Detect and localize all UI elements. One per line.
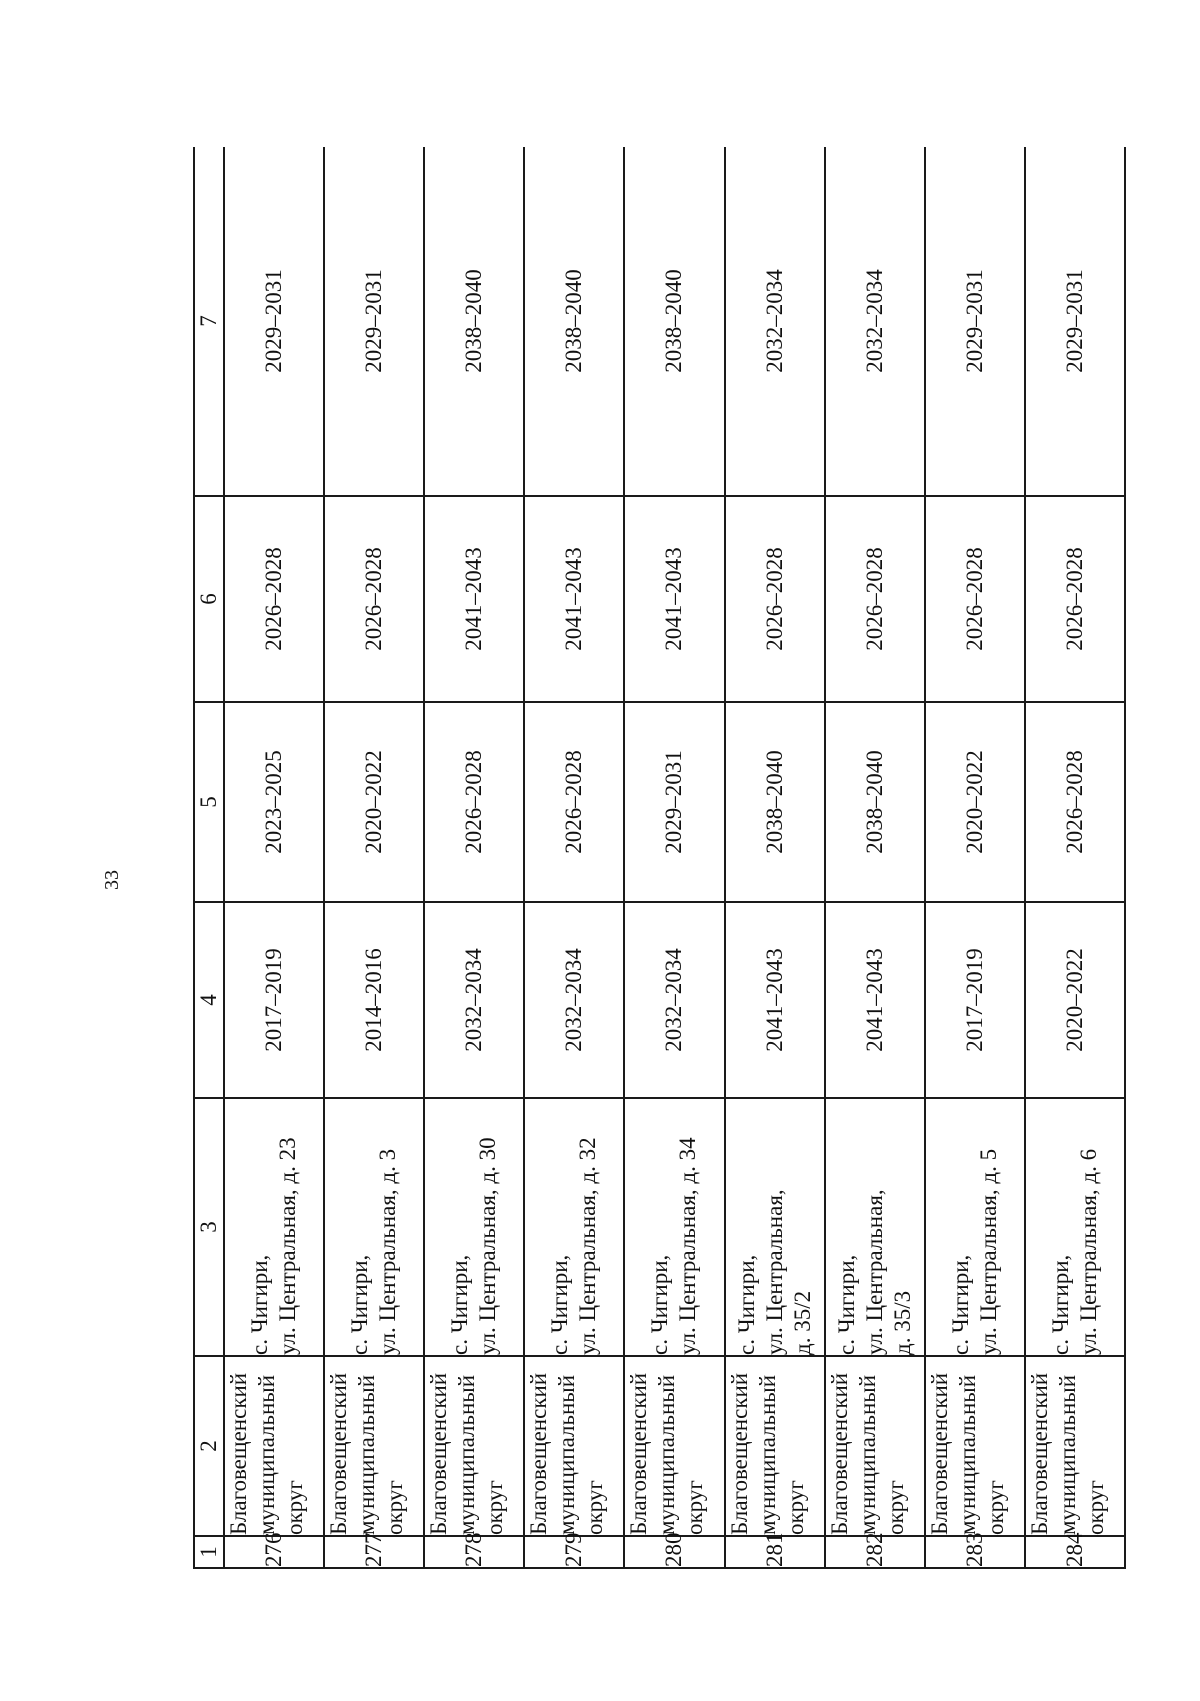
district-line: округ <box>982 1480 1008 1535</box>
address-cell <box>925 1098 1025 1356</box>
page-number: 33 <box>101 870 123 890</box>
address-line: ул. Центральная, <box>861 1189 887 1355</box>
address-line: ул. Центральная, д. 30 <box>475 1137 501 1355</box>
district-cell <box>725 1356 825 1536</box>
row-number-cell: 277 <box>324 1536 424 1568</box>
table-row <box>424 147 524 1568</box>
district-line: муниципальный <box>254 1374 279 1535</box>
period-cell: 2029–2031 <box>1025 147 1125 496</box>
district-line: муниципальный <box>1054 1374 1080 1535</box>
address-line: ул. Центральная, д. 3 <box>375 1148 401 1355</box>
table-row <box>324 147 424 1568</box>
district-line: округ <box>582 1480 608 1535</box>
district-line: муниципальный <box>454 1374 480 1535</box>
address-cell <box>725 1098 825 1356</box>
district-cell <box>825 1356 925 1536</box>
address-line: с. Чигири, <box>647 1254 673 1355</box>
period-cell: 2032–2034 <box>624 902 724 1098</box>
address-cell <box>224 1098 324 1356</box>
address-line: с. Чигири, <box>733 1254 759 1355</box>
district-line: муниципальный <box>654 1374 680 1535</box>
address-line: с. Чигири, <box>833 1254 859 1355</box>
address-line: ул. Центральная, д. 5 <box>975 1148 1001 1355</box>
district-line: Благовещенский <box>926 1372 952 1535</box>
row-number-cell: 283 <box>925 1536 1025 1568</box>
period-cell: 2038–2040 <box>825 702 925 902</box>
period-cell: 2017–2019 <box>224 902 324 1098</box>
address-line: ул. Центральная, д. 34 <box>675 1137 701 1355</box>
address-cell <box>624 1098 724 1356</box>
district-cell <box>925 1356 1025 1536</box>
period-cell: 2038–2040 <box>725 702 825 902</box>
period-cell: 2026–2028 <box>825 496 925 702</box>
district-cell <box>424 1356 524 1536</box>
column-header: 7 <box>194 147 224 496</box>
schedule-table <box>193 147 1126 1569</box>
period-cell: 2032–2034 <box>825 147 925 496</box>
district-line: Благовещенский <box>426 1372 452 1535</box>
period-cell: 2026–2028 <box>224 496 324 702</box>
address-cell <box>825 1098 925 1356</box>
row-number-cell: 278 <box>424 1536 524 1568</box>
column-header: 6 <box>194 496 224 702</box>
district-cell <box>1025 1356 1125 1536</box>
header-row <box>194 147 224 1568</box>
address-line: ул. Центральная, д. 32 <box>575 1137 601 1355</box>
period-cell: 2032–2034 <box>424 902 524 1098</box>
table-row <box>925 147 1025 1568</box>
period-cell: 2026–2028 <box>925 496 1025 702</box>
district-cell <box>524 1356 624 1536</box>
row-number-cell: 279 <box>524 1536 624 1568</box>
address-line: с. Чигири, <box>447 1254 473 1355</box>
district-line: Благовещенский <box>626 1372 652 1535</box>
address-line: ул. Центральная, <box>761 1189 787 1355</box>
district-line: Благовещенский <box>226 1372 251 1535</box>
district-line: Благовещенский <box>1026 1372 1052 1535</box>
period-cell: 2029–2031 <box>224 147 324 496</box>
period-cell: 2026–2028 <box>524 702 624 902</box>
row-number-cell: 282 <box>825 1536 925 1568</box>
district-line: Благовещенский <box>326 1372 352 1535</box>
rotated-table-container <box>193 147 1126 1569</box>
address-cell <box>324 1098 424 1356</box>
period-cell: 2026–2028 <box>725 496 825 702</box>
district-line: муниципальный <box>554 1374 580 1535</box>
district-line: муниципальный <box>754 1374 780 1535</box>
row-number-cell: 281 <box>725 1536 825 1568</box>
district-line: округ <box>1082 1480 1108 1535</box>
row-number-cell: 280 <box>624 1536 724 1568</box>
period-cell: 2029–2031 <box>324 147 424 496</box>
table-row <box>825 147 925 1568</box>
column-header: 3 <box>194 1098 224 1356</box>
district-cell <box>224 1356 324 1536</box>
district-line: Благовещенский <box>826 1372 852 1535</box>
period-cell: 2026–2028 <box>1025 702 1125 902</box>
column-header: 2 <box>194 1356 224 1536</box>
district-line: муниципальный <box>354 1374 380 1535</box>
district-line: округ <box>782 1480 808 1535</box>
period-cell: 2041–2043 <box>624 496 724 702</box>
period-cell: 2041–2043 <box>424 496 524 702</box>
address-line: д. 35/3 <box>889 1290 915 1355</box>
column-header: 5 <box>194 702 224 902</box>
address-line: с. Чигири, <box>547 1254 573 1355</box>
period-cell: 2023–2025 <box>224 702 324 902</box>
address-line: с. Чигири, <box>947 1254 973 1355</box>
district-line: округ <box>282 1480 307 1535</box>
period-cell: 2029–2031 <box>925 147 1025 496</box>
column-header: 4 <box>194 902 224 1098</box>
table-row <box>624 147 724 1568</box>
table-row <box>725 147 825 1568</box>
period-cell: 2020–2022 <box>925 702 1025 902</box>
period-cell: 2038–2040 <box>424 147 524 496</box>
row-number-cell: 276 <box>224 1536 324 1568</box>
district-line: муниципальный <box>854 1374 880 1535</box>
district-cell <box>324 1356 424 1536</box>
period-cell: 2026–2028 <box>324 496 424 702</box>
period-cell: 2032–2034 <box>524 902 624 1098</box>
district-line: округ <box>382 1480 408 1535</box>
district-line: округ <box>882 1480 908 1535</box>
column-header: 1 <box>194 1536 224 1568</box>
table-row <box>1025 147 1125 1568</box>
period-cell: 2020–2022 <box>324 702 424 902</box>
district-line: муниципальный <box>954 1374 980 1535</box>
district-line: Благовещенский <box>526 1372 552 1535</box>
district-line: округ <box>682 1480 708 1535</box>
period-cell: 2017–2019 <box>925 902 1025 1098</box>
address-line: ул. Центральная, д. 23 <box>275 1137 301 1355</box>
period-cell: 2041–2043 <box>825 902 925 1098</box>
address-line: с. Чигири, <box>1047 1254 1073 1355</box>
period-cell: 2026–2028 <box>424 702 524 902</box>
district-line: Благовещенский <box>726 1372 752 1535</box>
table-row <box>524 147 624 1568</box>
period-cell: 2041–2043 <box>524 496 624 702</box>
address-cell <box>424 1098 524 1356</box>
row-number-cell: 284 <box>1025 1536 1125 1568</box>
address-cell <box>524 1098 624 1356</box>
period-cell: 2014–2016 <box>324 902 424 1098</box>
address-cell <box>1025 1098 1125 1356</box>
district-cell <box>624 1356 724 1536</box>
period-cell: 2038–2040 <box>624 147 724 496</box>
period-cell: 2041–2043 <box>725 902 825 1098</box>
period-cell: 2032–2034 <box>725 147 825 496</box>
period-cell: 2020–2022 <box>1025 902 1125 1098</box>
period-cell: 2038–2040 <box>524 147 624 496</box>
period-cell: 2026–2028 <box>1025 496 1125 702</box>
address-line: д. 35/2 <box>789 1290 815 1355</box>
period-cell: 2029–2031 <box>624 702 724 902</box>
address-line: с. Чигири, <box>347 1254 373 1355</box>
table-row <box>224 147 324 1568</box>
address-line: ул. Центральная, д. 6 <box>1075 1148 1101 1355</box>
district-line: округ <box>482 1480 508 1535</box>
address-line: с. Чигири, <box>247 1254 273 1355</box>
